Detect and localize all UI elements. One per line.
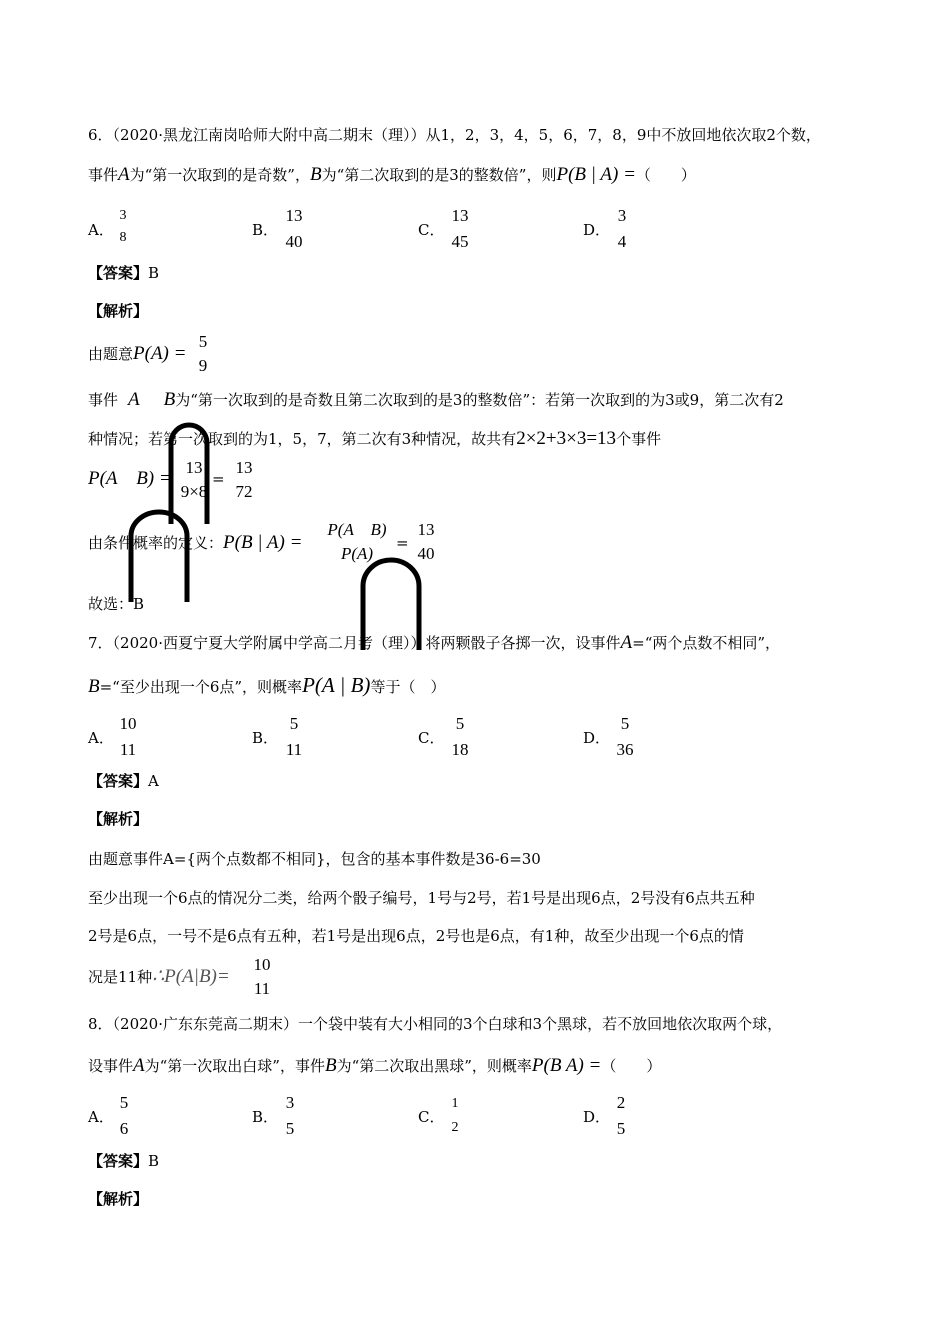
q6-source: （2020·黑龙江南岗哈师大附中高二期末（理）） — [112, 126, 426, 144]
q6-step3-fraction2: 13 72 — [235, 458, 253, 501]
q7-formula: P(A | B) — [302, 673, 371, 697]
q6-stem-line1 — [88, 124, 821, 146]
q6-number: 6． — [88, 126, 113, 144]
q6-step2-line1: 事件 A B为“第一次取到的是奇数且第二次取到的是3的整数倍”：若第一次取到的为3或9，第二次有2 — [88, 389, 784, 410]
q6-step3-fraction1: 13 9×8 — [180, 458, 208, 501]
q7-step3: 2号是6点，一号不是6点有五种，若1号是出现6点，2号也是6点，有1种，故至少出现一个6点的情 — [88, 927, 744, 945]
q8-option-b-fraction: 3 5 — [285, 1093, 295, 1138]
q6-step2-line2: 种情况；若第一次取到的为1，5，7，第二次有3种情况，故共有2×2+3×3=13个事件 — [88, 428, 662, 449]
q8-option-a-fraction: 5 6 — [119, 1093, 129, 1138]
q8-answer: 【答案】B — [88, 1152, 160, 1170]
q8-analysis-heading: 【解析】 — [88, 1190, 149, 1208]
q7-option-c-fraction: 5 18 — [451, 714, 469, 759]
q7-step1: 由题意事件A={两个点数都不相同}，包含的基本事件数是36-6=30 — [88, 850, 541, 868]
q7-option-a-fraction: 10 11 — [119, 714, 137, 759]
q7-answer: 【答案】A — [88, 772, 159, 790]
arch-artifact-2 — [126, 508, 192, 604]
q8-stem-line2: 设事件A为“第一次取出白球”，事件B为“第二次取出黑球”，则概率P(B A) =（ ） — [88, 1055, 662, 1076]
q7-option-d-fraction: 5 36 — [616, 714, 634, 759]
q6-step4: 由条件概率的定义：P(B | A) = — [88, 532, 303, 553]
q7-analysis-heading: 【解析】 — [88, 810, 149, 828]
document-page: 6．（2020·黑龙江南岗哈师大附中高二期末（理））从1，2，3，4，5，6，7，8，9中不放回地依次取2个数， 事件A为“第一次取到的是奇数”，B为“第二次取到的是3的整数倍”，则P(B | A) =（ ） A． 3 8 B． 13 40 C． 13 45 D． 3 4 【答案】B 【解析】 由题意P(A) = 5 9 事件 A B为“第一次取到的是奇数且第二次取到的是3的整数倍”：若第一次取到的为3或9，第二次有2 种情况；若第一次取到的为1，5，7，第二次有3种情况，故共有2×2+3×3=13个事件 P(A B) = 13 9×8 = 13 72 由条件概率的定义：P(B | A) = P(A B) P(A) = 13 40 故选：B 7．（2020·西夏宁夏大学附属中学高二月考（理））将两颗骰子各掷一次，设事件A=“两个点数不相同”， B=“至少出现一个6点”，则概率P(A | B)等于（ ） A． 10 11 B． 5 11 C． 5 18 D． 5 36 【答案】A 【解析】 由题意事件A={两个点数都不相同}，包含的基本事件数是36-6=30 至少出现一个6点的情况分二类，给两个骰子编号，1号与2号，若1号是出现6点，2号没有6点共五种 2号是6点，一号不是6点有五种，若1号是出现6点，2号也是6点，有1种，故至少出现一个6点的情 况是11种∴P(A|B)= 10 11 8．（2020·广东东莞高二期末）一个袋中装有大小相同的3个白球和3个黑球，若不放回地依次取两个球， 设事件A为“第一次取出白球”，事件B为“第二次取出黑球”，则概率P(B A) =（ ） A． 5 6 B． 3 5 C． 1 2 D． 2 5 【答案】B 【解析】 — [88, 126, 821, 1208]
q6-step1-fraction: 5 9 — [198, 332, 208, 375]
q7-stem-line2: B=“至少出现一个6点”，则概率P(A | B)等于（ ） — [88, 673, 446, 697]
q7-step4-fraction: 10 11 — [253, 955, 271, 998]
q7-step4: 况是11种∴P(A|B)= — [88, 966, 230, 987]
q6-option-b-fraction: 13 40 — [285, 206, 303, 251]
q8-formula: P(B A) = — [531, 1055, 602, 1076]
q8-option-c-fraction: 1 2 — [451, 1096, 459, 1135]
q6-step3: P(A B) = — [88, 468, 172, 489]
q6-conclusion: 故选：B — [88, 595, 145, 613]
q6-step4-fraction2: 13 40 — [417, 520, 435, 563]
q7-option-b-fraction: 5 11 — [285, 714, 303, 759]
q6-text1: 从1，2，3，4，5，6，7，8，9中不放回地依次取2个数， — [425, 126, 821, 144]
q6-step1: 由题意P(A) = — [88, 343, 187, 364]
q7-stem-line1: 7．（2020·西夏宁夏大学附属中学高二月考（理））将两颗骰子各掷一次，设事件A=“两个点数不相同”， — [88, 632, 781, 653]
q7-step2: 至少出现一个6点的情况分二类，给两个骰子编号，1号与2号，若1号是出现6点，2号没有6点共五种 — [88, 889, 755, 907]
q8-stem-line1: 8．（2020·广东东莞高二期末）一个袋中装有大小相同的3个白球和3个黑球，若不放回地依次取两个球， — [88, 1015, 783, 1033]
q6-option-c-fraction: 13 45 — [451, 206, 469, 251]
q6-step4-fraction1: P(A B) P(A) — [327, 520, 387, 563]
q6-stem-line2: 事件A为“第一次取到的是奇数”，B为“第二次取到的是3的整数倍”，则P(B | A) =（ ） — [88, 164, 696, 185]
q6-answer: 【答案】B — [88, 264, 160, 282]
q6-formula: P(B | A) = — [556, 164, 636, 185]
q8-option-d-fraction: 2 5 — [616, 1093, 626, 1138]
q6-analysis-heading: 【解析】 — [88, 302, 149, 320]
q6-option-d-fraction: 3 4 — [617, 206, 627, 251]
q6-option-a-fraction: 3 8 — [119, 208, 127, 245]
